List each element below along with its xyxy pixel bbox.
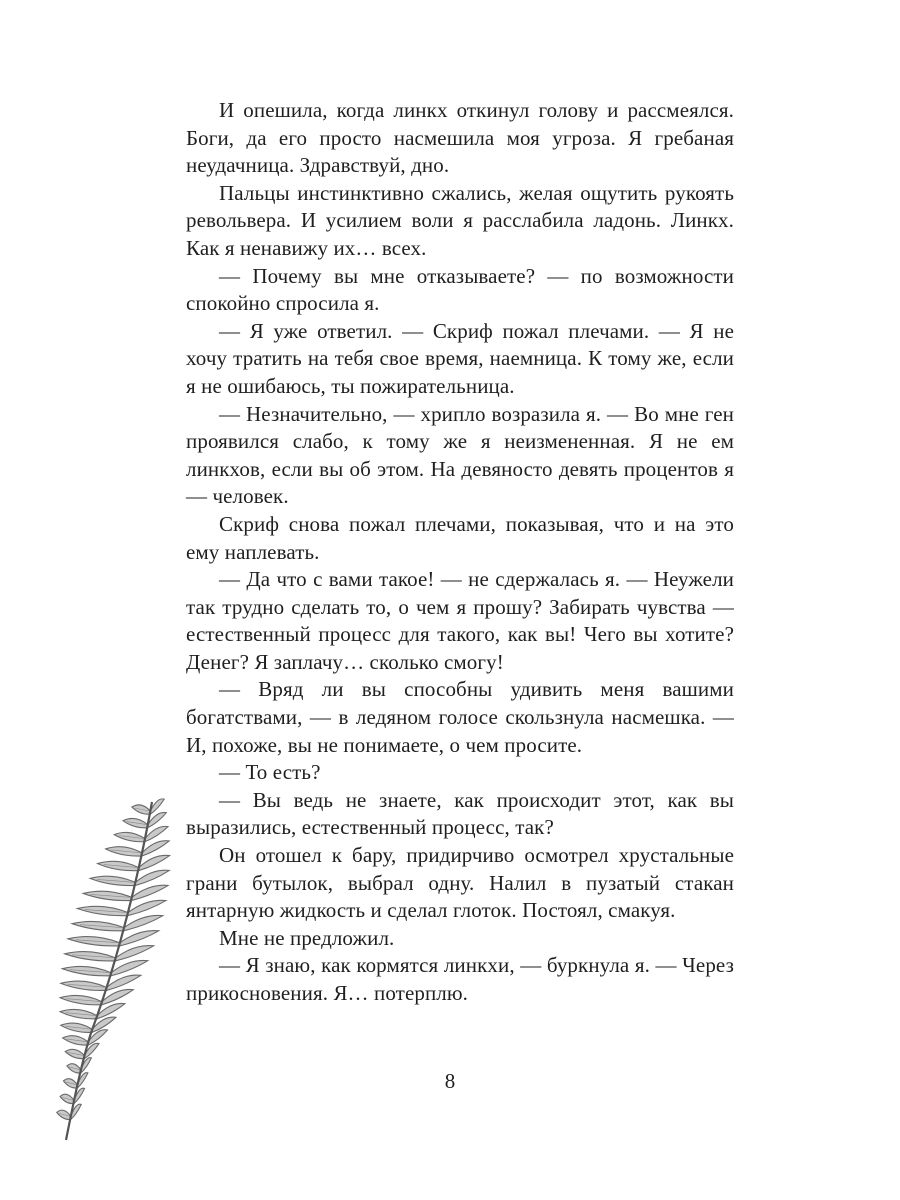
paragraph-9: — То есть? bbox=[219, 760, 321, 785]
fern-leaflet bbox=[139, 855, 170, 870]
fern-leaflet bbox=[116, 946, 154, 961]
fern-leaflet bbox=[102, 989, 133, 1004]
paragraph-5: — Незначительно, — хрипло возразила я. — Во мне ген проявился слабо, к тому же я неизмененная. Я не ем линкхов, если вы об этом. На девяносто девять процентов я — человек. bbox=[186, 401, 734, 509]
fern-leaflet bbox=[111, 960, 148, 975]
fern-leaflet bbox=[150, 799, 164, 814]
paragraph-2: Пальцы инстинктивно сжались, желая ощутить рукоять револьвера. И усилием воли я расслабила ладонь. Линкх. Как я ненавижу их… всех. bbox=[186, 180, 734, 260]
fern-leaflet bbox=[135, 870, 169, 885]
fern-leaflet bbox=[142, 841, 169, 856]
fern-leaflet bbox=[107, 975, 141, 990]
paragraph-11: Он отошел к бару, придирчиво осмотрел хрустальные грани бутылок, выбрал одну. Налил в пузатый стакан янтарную жидкость и сделал глоток. Постоял, смакуя. bbox=[186, 843, 734, 923]
page-number: 8 bbox=[444, 1069, 456, 1093]
paragraph-7: — Да что с вами такое! — не сдержалась я. — Неужели так трудно сделать то, о чем я прошу? Забирать чувства — естественный процесс для такого, как вы! Чего вы хотите? Денег? Я заплачу… сколько смогу! bbox=[186, 567, 734, 674]
paragraph-12: Мне не предложил. bbox=[219, 925, 395, 950]
paragraph-1: И опешила, когда линкх откинул голову и рассмеялся. Боги, да его просто насмешила моя угроза. Я гребаная неудачница. Здравствуй, дно. bbox=[186, 98, 734, 178]
paragraph-8: — Вряд ли вы способны удивить меня вашими богатствами, — в ледяном голосе скользнула насмешка. — И, похоже, вы не понимаете, о чем просите. bbox=[186, 677, 734, 757]
fern-leaflet bbox=[132, 885, 168, 900]
paragraph-3: — Почему вы мне отказываете? — по возможности спокойно спросила я. bbox=[186, 263, 734, 316]
fern-leaflet bbox=[124, 915, 163, 930]
paragraph-13: — Я знаю, как кормятся линкхи, — буркнула я. — Через прикосновения. Я… потерплю. bbox=[186, 953, 734, 1005]
fern-leaflet bbox=[120, 931, 159, 946]
paragraph-6: Скриф снова пожал плечами, показывая, что и на это ему наплевать. bbox=[186, 511, 734, 564]
body-text bbox=[186, 97, 734, 1008]
fern-leaflet bbox=[145, 826, 168, 841]
paragraph-10: — Вы ведь не знаете, как происходит этот, как вы выразились, естественный процесс, так? bbox=[186, 787, 734, 840]
fern-leaflet bbox=[128, 900, 166, 915]
paragraph-4: — Я уже ответил. — Скриф пожал плечами. — Я не хочу тратить на тебя свое время, наемница. К тому же, если я не ошибаюсь, ты пожирательница. bbox=[186, 318, 734, 398]
fern-leaf-illustration bbox=[40, 790, 180, 1150]
